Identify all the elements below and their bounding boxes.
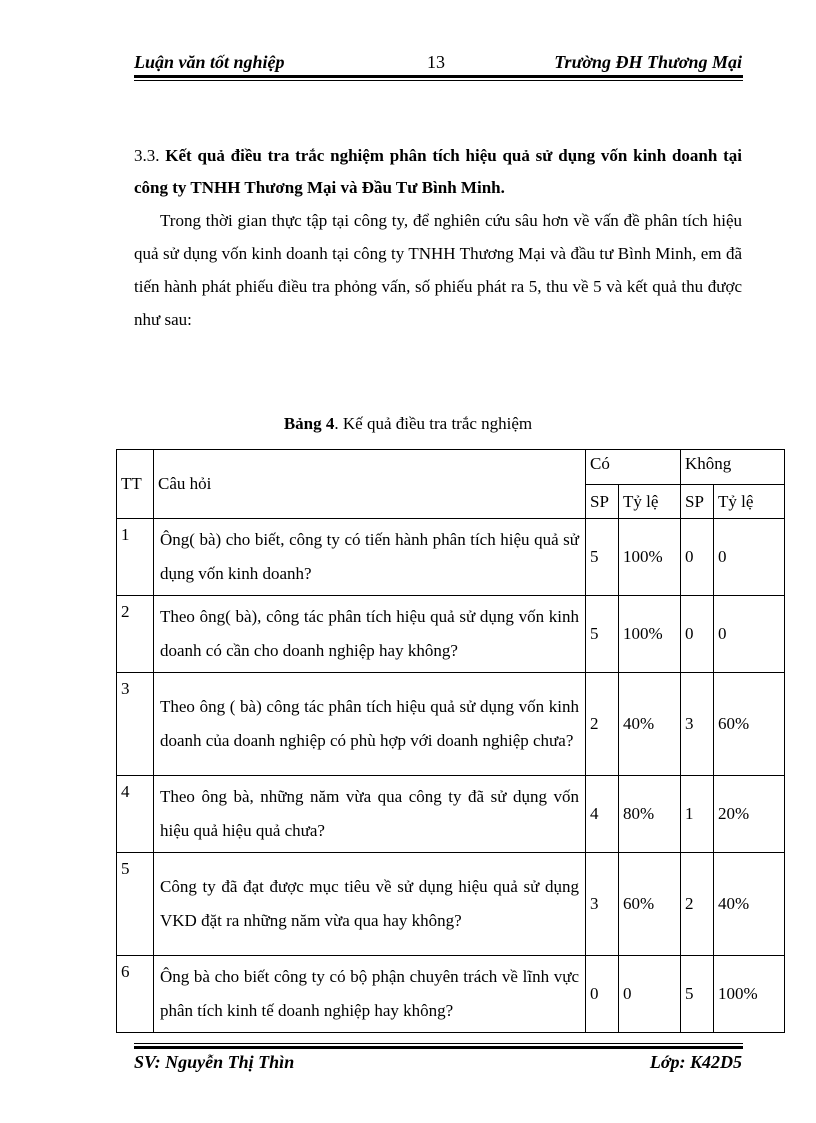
student-name: SV: Nguyễn Thị Thìn <box>134 1052 295 1072</box>
row-question: Ông bà cho biết công ty có bộ phận chuyên trách về lĩnh vực phân tích kinh tế doanh nghiệp hay không? <box>154 956 586 1033</box>
intro-paragraph: Trong thời gian thực tập tại công ty, để nghiên cứu sâu hơn về vấn đề phân tích hiệu quả sử dụng vốn kinh doanh tại công ty TNHH Thương Mại và đầu tư Bình Minh, em đã tiến hành phát phiếu điều tra phỏng vấn, số phiếu phát ra 5, thu về 5 và kết quả thu được như sau: <box>134 211 742 329</box>
table-row <box>117 853 785 956</box>
row-number: 6 <box>117 956 154 1033</box>
header-yes: Có <box>586 450 681 485</box>
row-no-sp: 2 <box>681 853 714 956</box>
row-no-rate: 40% <box>714 853 785 956</box>
page-number: 13 <box>427 52 445 72</box>
row-yes-rate: 40% <box>619 673 681 776</box>
row-number: 3 <box>117 673 154 776</box>
row-number: 4 <box>117 776 154 853</box>
table-caption-label: Bảng 4 <box>283 414 335 433</box>
section-heading <box>134 140 742 204</box>
table-row <box>117 673 785 776</box>
row-yes-rate: 60% <box>619 853 681 956</box>
header-tt: TT <box>117 450 154 519</box>
row-question: Theo ông bà, những năm vừa qua công ty đã sử dụng vốn hiệu quả hiệu quả chưa? <box>154 776 586 853</box>
row-yes-rate: 0 <box>619 956 681 1033</box>
row-no-rate: 0 <box>714 596 785 673</box>
row-no-rate: 100% <box>714 956 785 1033</box>
table-row <box>117 956 785 1033</box>
row-no-sp: 5 <box>681 956 714 1033</box>
row-no-rate: 0 <box>714 519 785 596</box>
row-no-sp: 0 <box>681 519 714 596</box>
table-header-row <box>117 450 785 485</box>
row-question: Theo ông ( bà) công tác phân tích hiệu quả sử dụng vốn kinh doanh của doanh nghiệp có phù hợp với doanh nghiệp chưa? <box>154 673 586 776</box>
header-question: Câu hỏi <box>154 450 586 519</box>
row-yes-rate: 80% <box>619 776 681 853</box>
row-yes-sp: 5 <box>586 519 619 596</box>
row-no-rate: 20% <box>714 776 785 853</box>
header-no-sp: SP <box>681 485 714 519</box>
section-number: 3.3. <box>134 146 160 165</box>
header-rule-thin <box>134 80 743 81</box>
table-caption-text: . Kế quả điều tra trắc nghiệm <box>334 414 533 433</box>
main-content <box>134 140 742 336</box>
row-question: Công ty đã đạt được mục tiêu về sử dụng hiệu quả sử dụng VKD đặt ra những năm vừa qua hay không? <box>154 853 586 956</box>
row-no-sp: 1 <box>681 776 714 853</box>
table-row <box>117 596 785 673</box>
header-yes-rate: Tỷ lệ <box>619 485 681 519</box>
header-yes-sp: SP <box>586 485 619 519</box>
table-caption <box>0 414 816 434</box>
row-yes-sp: 2 <box>586 673 619 776</box>
row-number: 2 <box>117 596 154 673</box>
table-row <box>117 519 785 596</box>
table-row <box>117 776 785 853</box>
row-no-sp: 0 <box>681 596 714 673</box>
header-no-rate: Tỷ lệ <box>714 485 785 519</box>
header-rule <box>134 75 743 78</box>
header-no: Không <box>681 450 785 485</box>
row-number: 1 <box>117 519 154 596</box>
row-yes-sp: 5 <box>586 596 619 673</box>
row-yes-sp: 0 <box>586 956 619 1033</box>
footer-rule <box>134 1046 743 1049</box>
thesis-title: Luận văn tốt nghiệp <box>134 52 285 72</box>
row-yes-sp: 3 <box>586 853 619 956</box>
row-question: Ông( bà) cho biết, công ty có tiến hành phân tích hiệu quả sử dụng vốn kinh doanh? <box>154 519 586 596</box>
row-yes-rate: 100% <box>619 596 681 673</box>
row-number: 5 <box>117 853 154 956</box>
footer-rule-thin <box>134 1043 743 1044</box>
survey-results-table <box>116 449 785 1033</box>
university-name: Trường ĐH Thương Mại <box>554 52 742 72</box>
row-no-sp: 3 <box>681 673 714 776</box>
row-yes-sp: 4 <box>586 776 619 853</box>
row-no-rate: 60% <box>714 673 785 776</box>
row-yes-rate: 100% <box>619 519 681 596</box>
section-title: Kết quả điều tra trắc nghiệm phân tích hiệu quả sử dụng vốn kinh doanh tại công ty TNHH Thương Mại và Đầu Tư Bình Minh. <box>134 146 743 197</box>
row-question: Theo ông( bà), công tác phân tích hiệu quả sử dụng vốn kinh doanh có cần cho doanh nghiệp hay không? <box>154 596 586 673</box>
page-footer <box>134 1052 742 1078</box>
class-code: Lớp: K42D5 <box>649 1052 742 1072</box>
